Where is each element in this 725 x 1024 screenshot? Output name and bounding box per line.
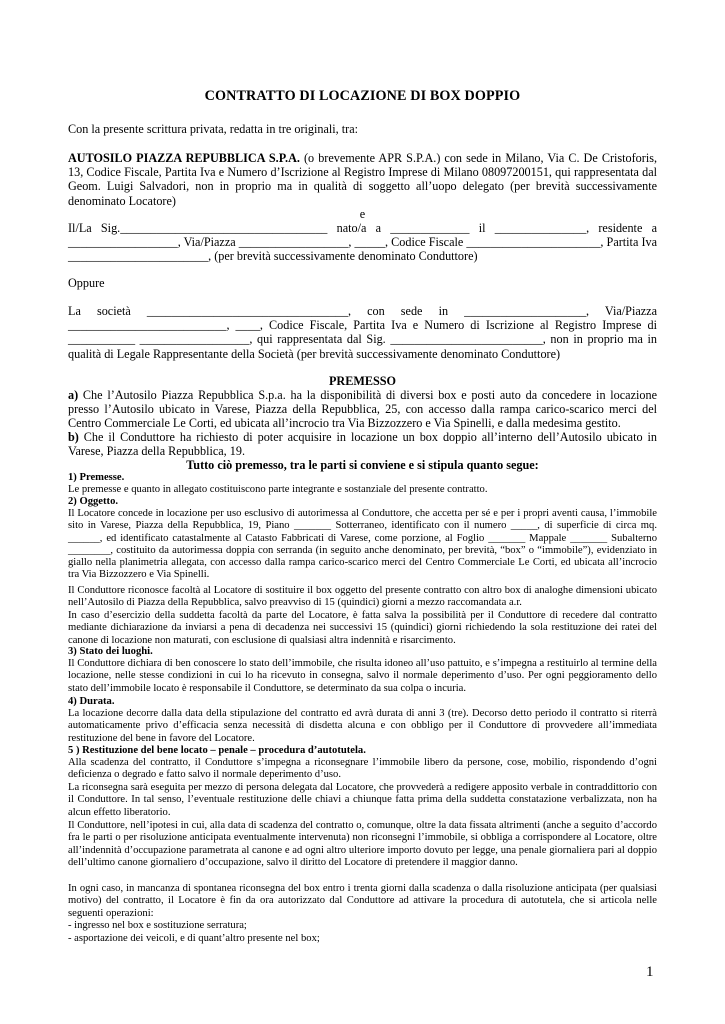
section-3-text: Il Conduttore dichiara di ben conoscere lo stato dell’immobile, che risulta idoneo all’uso pattuito, e s’impegna a restituirlo al termine della locazione, nelle stesse condizioni in cui lo ha ricevuto in consegna, salvo il normale deperimento d’uso. Per ogni peggioramento dello stato dell’immobile locato è responsabile il Conduttore, se determinato da sua colpa o incuria. <box>68 658 657 694</box>
oppure-label: Oppure <box>68 276 105 290</box>
section-5-paragraph-2: La riconsegna sarà eseguita per mezzo di persona delegata dal Locatore, che provvederà a redigere apposito verbale in contraddittorio con il Conduttore. In tal senso, l’eventuale restituzione delle chiavi a chiunque fatta prima della suddetta constatazione verbalizzata, non ha alcun effetto liberatorio. <box>68 782 657 818</box>
company-name: AUTOSILO PIAZZA REPUBBLICA S.P.A. <box>68 151 300 165</box>
section-4-text: La locazione decorre dalla data della stipulazione del contratto ed avrà durata di anni 3 (tre). Decorso detto periodo il contratto si riterrà automaticamente privo d’efficacia senza necessità di disdetta alcuna e con obbligo per il Conduttore di provvedere all’immediata restituzione del bene in favore del Locatore. <box>68 708 657 744</box>
list-item: - asportazione dei veicoli, e di quant’altro presente nel box; <box>68 933 320 944</box>
section-2-paragraph-1: Il Locatore concede in locazione per uso esclusivo di autorimessa al Conduttore, che accetta per sé e per i propri aventi causa, l’immobile sito in Varese, Piazza della Repubblica, 19, Piano _______ Sotterraneo, identificato con il numero _____, di superficie di circa mq. ______, ed identificato catastalmente al Catasto Fabbricati di Varese, come porzione, al Foglio _______ Mappale _______ Subalterno ________, costituito da autorimessa doppia con serranda (in seguito anche denominato, per brevità, “box” o “immobile”), evidenziato in giallo nella planimetria allegata, con accesso dalla rampa carico-scarico merci del Centro Commerciale Le Corti, ed ubicata all’incrocio tra Via Bizzozzero e Via Spinelli. <box>68 508 657 581</box>
section-5-title: 5 ) Restituzione del bene locato – penale – procedura d’autotutela. <box>68 745 366 756</box>
section-3-title: 3) Stato dei luoghi. <box>68 646 153 657</box>
intro-paragraph: Con la presente scrittura privata, redatta in tre originali, tra: <box>68 122 359 136</box>
section-5-paragraph-1: Alla scadenza del contratto, il Conduttore s’impegna a riconsegnare l’immobile libero da persone, cose, mobilio, rispondendo d’ogni deficienza o degrado e fatto salvo il normale deperimento d’uso. <box>68 757 657 781</box>
section-4-title: 4) Durata. <box>68 696 115 707</box>
section-5-paragraph-4: In ogni caso, in mancanza di spontanea riconsegna del box entro i trenta giorni dalla scadenza o dalla risoluzione anticipata (per qualsiasi motivo) del contratto, il Locatore è fin da ora autorizzato dal Conduttore ad attivare la procedura di autotutela, che si articola nelle seguenti operazioni: <box>68 883 657 919</box>
tenant-society-paragraph: La società _________________________________, con sede in ____________________, Via/Piazza __________________________, ____, Codice Fiscale, Partita Iva e Numero di Iscrizione al Registro Imprese di ___________ __________________, qui rappresentata dal Sig. _________________________, non in proprio ma in qualità di Legale Rappresentante della Società (per brevità successivamente denominato Conduttore) <box>68 304 657 361</box>
section-1-text: Le premesse e quanto in allegato costituiscono parte integrante e sostanziale del presente contratto. <box>68 484 488 495</box>
section-5-paragraph-3: Il Conduttore, nell’ipotesi in cui, alla data di scadenza del contratto o, comunque, oltre la data fissata altrimenti (anche a seguito d’accordo fra le parti o per risoluzione anticipata eventualmente intervenuta) non riconsegni l’immobile, si obbliga a corrispondere al Locatore, oltre all’indennità d’occupazione parametrata al canone e ad ogni altro ulteriore importo dovuto per legge, una penale giornaliera pari al doppio dell’ultimo canone giornaliero d’occupazione, salvo il diritto del Locatore di pretendere il maggior danno. <box>68 820 657 868</box>
premesso-b-paragraph: b) Che il Conduttore ha richiesto di poter acquisire in locazione un box doppio all’interno dell’Autosilo ubicato in Varese, Piazza della Repubblica, 19. <box>68 430 657 459</box>
list-item: - ingresso nel box e sostituzione serratura; <box>68 920 247 931</box>
conjunction-e: e <box>359 207 366 221</box>
premesso-a-paragraph: a) Che l’Autosilo Piazza Repubblica S.p.a. ha la disponibilità di diversi box e posti auto da concedere in locazione presso l’Autosilo ubicato in Varese, Piazza della Repubblica, 25, con accesso dalla rampa carico-scarico merci del Centro Commerciale Le Corti, ed ubicata all’incrocio tra Via Bizzozzero e Via Spinelli, e dalla medesima gestito. <box>68 388 657 431</box>
section-2-paragraph-2: Il Conduttore riconosce facoltà al Locatore di sostituire il box oggetto del presente contratto con altro box di analoghe dimensioni ubicato nell’Autosilo di Piazza della Repubblica, salvo preavviso di 15 (quindici) giorni a mezzo raccomandata a.r. <box>68 585 657 609</box>
document-title: CONTRATTO DI LOCAZIONE DI BOX DOPPIO <box>204 88 521 104</box>
company-details: (o brevemente APR S.P.A.) con sede in Milano, Via C. De Cristoforis, 13, Codice Fiscale, Partita Iva e Numero d’Iscrizione al Registro Imprese di Milano 08097200151, qui rappresentata dal Geom. Luigi Salvadori, non in proprio ma in qualità di soggetto all’uopo delegato (per brevità successivamente denominato Locatore) <box>68 151 657 208</box>
premesso-heading: PREMESSO <box>328 374 397 388</box>
section-2-paragraph-3: In caso d’esercizio della suddetta facoltà da parte del Locatore, è fatta salva la possibilità per il Conduttore di recedere dal contratto mediante dichiarazione da inviarsi a pena di decadenza nei successivi 15 (quindici) giorni richiedendo la sola restituzione dei ratei del canone di locazione non maturati, con esclusione di qualsiasi altra indennità e risarcimento. <box>68 610 657 646</box>
premesso-a-label: a) <box>68 388 79 402</box>
tenant-person-paragraph: Il/La Sig.__________________________________ nato/a a _____________ il _______________, residente a __________________, Via/Piazza __________________, _____, Codice Fiscale ______________________, Partita Iva _______________________, (per brevità successivamente denominato Conduttore) <box>68 221 657 264</box>
tutto-heading: Tutto ciò premesso, tra le parti si conviene e si stipula quanto segue: <box>186 458 539 472</box>
premesso-b-label: b) <box>68 430 79 444</box>
page-number: 1 <box>646 964 654 980</box>
section-2-title: 2) Oggetto. <box>68 496 119 507</box>
lessor-paragraph <box>68 151 657 208</box>
section-1-title: 1) Premesse. <box>68 472 125 483</box>
